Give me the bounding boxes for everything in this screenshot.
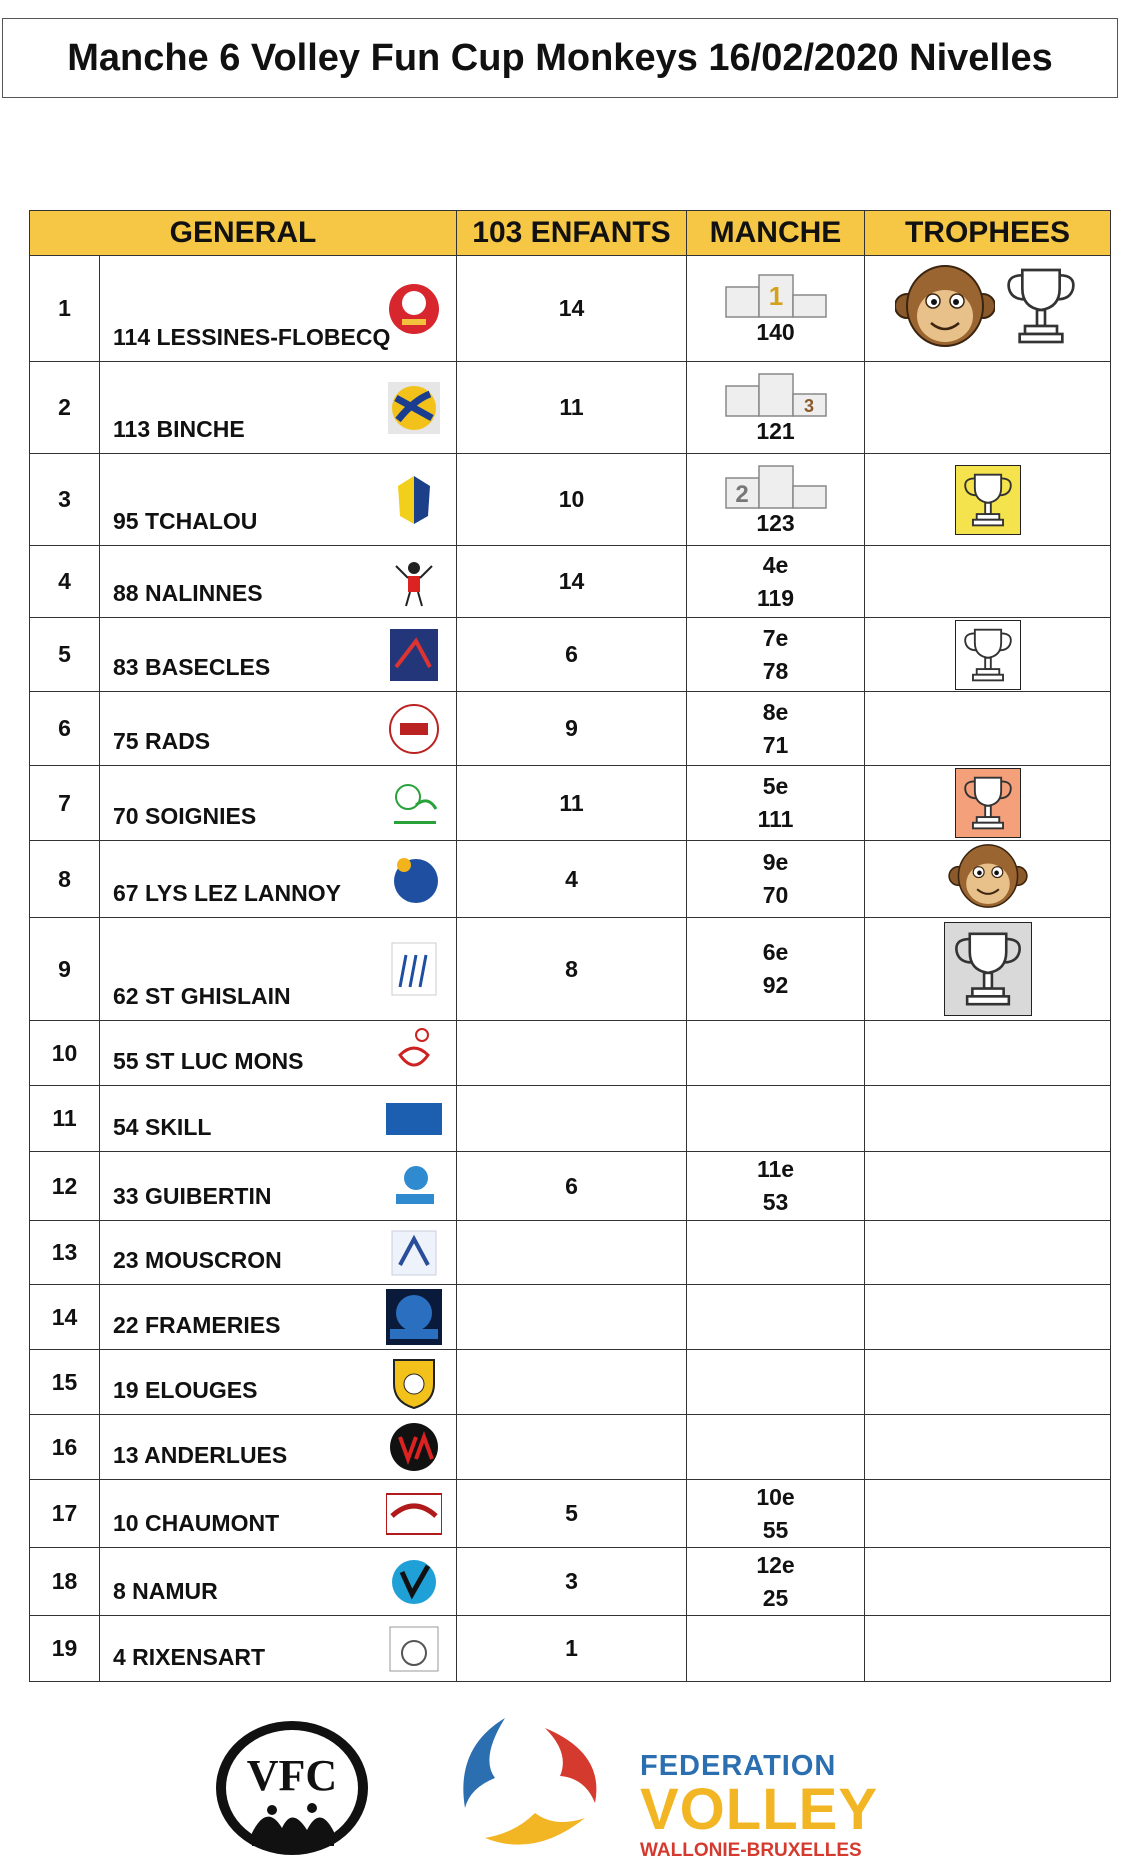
rank-cell: 11 [30, 1086, 100, 1152]
table-row [30, 1415, 1111, 1480]
table-row [30, 766, 1111, 841]
team-cell [100, 1221, 457, 1285]
trophy-cell [865, 918, 1111, 1021]
manche-points: 55 [762, 1516, 789, 1543]
team-cell [100, 1285, 457, 1350]
trophy-cell [865, 1415, 1111, 1480]
team-logo-icon [386, 941, 442, 997]
table-row [30, 362, 1111, 454]
table-row [30, 841, 1111, 918]
table-row [30, 1221, 1111, 1285]
svg-text:2: 2 [734, 480, 749, 508]
table-row [30, 1021, 1111, 1086]
rank-cell: 13 [30, 1221, 100, 1285]
table-row [30, 692, 1111, 766]
enfants-cell: 14 [457, 546, 687, 618]
trophy-cell [865, 1350, 1111, 1415]
team-cell [100, 1350, 457, 1415]
table-row [30, 618, 1111, 692]
team-logo-icon [386, 472, 442, 528]
manche-cell [687, 766, 865, 841]
team-name: 70 SOIGNIES [113, 803, 257, 829]
manche-place: 12e [756, 1551, 795, 1578]
team-name: 55 ST LUC MONS [113, 1048, 304, 1074]
team-name: 62 ST GHISLAIN [113, 983, 291, 1009]
team-logo-icon [386, 1354, 442, 1410]
gold-trophy-icon [955, 485, 1021, 511]
table-row [30, 1086, 1111, 1152]
team-cell [100, 1415, 457, 1480]
vfc-logo-text: VFC [246, 1751, 338, 1800]
team-logo-icon [386, 775, 442, 831]
trophy-cell [865, 1616, 1111, 1682]
manche-points: 70 [762, 882, 789, 908]
manche-points: 123 [756, 509, 795, 536]
manche-cell [687, 1480, 865, 1548]
federation-swirl-logo [445, 1708, 615, 1858]
team-cell [100, 362, 457, 454]
team-logo-icon [386, 1225, 442, 1281]
rank-cell: 6 [30, 692, 100, 766]
enfants-cell: 5 [457, 1480, 687, 1548]
manche-points: 92 [762, 972, 789, 998]
manche-points: 78 [762, 657, 789, 684]
enfants-cell: 9 [457, 692, 687, 766]
header-trophees: TROPHEES [865, 211, 1111, 256]
table-row [30, 454, 1111, 546]
team-name: 67 LYS LEZ LANNOY [113, 880, 341, 906]
federation-line-2: VOLLEY [640, 1777, 879, 1842]
enfants-cell: 8 [457, 918, 687, 1021]
podium-icon [687, 464, 864, 510]
team-cell [100, 841, 457, 918]
team-name: 114 LESSINES-FLOBECQ [113, 324, 391, 350]
team-logo-icon [386, 1091, 442, 1147]
trophy-cell [865, 1086, 1111, 1152]
rank-cell: 16 [30, 1415, 100, 1480]
manche-cell [687, 1086, 865, 1152]
silver-trophy-icon [944, 954, 1032, 980]
table-row [30, 1350, 1111, 1415]
trophy-cell [865, 1021, 1111, 1086]
manche-points: 121 [756, 417, 795, 444]
manche-place: 10e [756, 1483, 795, 1510]
enfants-cell [457, 1086, 687, 1152]
trophy-cell [865, 1285, 1111, 1350]
team-name: 8 NAMUR [113, 1578, 218, 1604]
svg-text:3: 3 [803, 395, 814, 416]
enfants-cell [457, 1415, 687, 1480]
team-name: 10 CHAUMONT [113, 1510, 280, 1536]
team-cell [100, 1616, 457, 1682]
manche-cell [687, 454, 865, 546]
team-logo-icon [386, 851, 442, 907]
rank-cell: 2 [30, 362, 100, 454]
team-cell [100, 454, 457, 546]
team-cell [100, 692, 457, 766]
manche-place: 4e [762, 551, 789, 578]
team-name: 4 RIXENSART [113, 1644, 266, 1670]
manche-cell [687, 1548, 865, 1616]
team-cell [100, 256, 457, 362]
manche-cell [687, 256, 865, 362]
team-name: 22 FRAMERIES [113, 1312, 281, 1338]
team-logo-icon [386, 1025, 442, 1081]
team-logo-icon [386, 1486, 442, 1542]
podium-icon [687, 372, 864, 418]
enfants-cell [457, 1285, 687, 1350]
rank-cell: 12 [30, 1152, 100, 1221]
team-logo-icon [386, 1621, 442, 1677]
team-name: 83 BASECLES [113, 654, 271, 680]
table-row [30, 256, 1111, 362]
page-title: Manche 6 Volley Fun Cup Monkeys 16/02/2020 Nivelles [2, 18, 1118, 98]
trophy-cell [865, 1548, 1111, 1616]
podium-icon [687, 273, 864, 319]
team-logo-icon [386, 554, 442, 610]
header-general: GENERAL [30, 211, 457, 256]
team-cell [100, 1548, 457, 1616]
manche-points: 25 [762, 1584, 789, 1611]
enfants-cell: 1 [457, 1616, 687, 1682]
table-row [30, 1285, 1111, 1350]
manche-cell [687, 841, 865, 918]
team-cell [100, 1021, 457, 1086]
team-logo-icon [386, 1419, 442, 1475]
rank-cell: 15 [30, 1350, 100, 1415]
team-logo-icon [386, 1158, 442, 1214]
manche-place: 5e [762, 773, 789, 799]
manche-cell [687, 1616, 865, 1682]
rank-cell: 8 [30, 841, 100, 918]
manche-cell [687, 692, 865, 766]
manche-place: 8e [762, 698, 789, 725]
team-cell [100, 1480, 457, 1548]
trophy-cell [865, 256, 1111, 362]
table-row [30, 918, 1111, 1021]
header-row [30, 211, 1111, 256]
team-cell [100, 766, 457, 841]
table-row [30, 1480, 1111, 1548]
team-logo-icon [386, 701, 442, 757]
team-logo-icon [386, 627, 442, 683]
header-enfants: 103 ENFANTS [457, 211, 687, 256]
team-logo-icon [386, 1554, 442, 1610]
manche-cell [687, 1221, 865, 1285]
svg-text:1: 1 [768, 280, 783, 311]
manche-place: 9e [762, 849, 789, 875]
enfants-cell: 6 [457, 1152, 687, 1221]
trophy-cell [865, 766, 1111, 841]
rank-cell: 19 [30, 1616, 100, 1682]
monkey-icon [948, 890, 1028, 916]
manche-cell [687, 1350, 865, 1415]
enfants-cell: 4 [457, 841, 687, 918]
team-cell [100, 546, 457, 618]
manche-cell [687, 362, 865, 454]
enfants-cell: 6 [457, 618, 687, 692]
rank-cell: 17 [30, 1480, 100, 1548]
rank-cell: 5 [30, 618, 100, 692]
manche-cell [687, 1285, 865, 1350]
rank-cell: 1 [30, 256, 100, 362]
rank-cell: 9 [30, 918, 100, 1021]
enfants-cell: 10 [457, 454, 687, 546]
manche-points: 119 [756, 584, 795, 611]
rank-cell: 14 [30, 1285, 100, 1350]
manche-points: 71 [762, 731, 789, 758]
white-trophy-icon [955, 640, 1021, 666]
manche-points: 111 [757, 806, 794, 832]
enfants-cell [457, 1350, 687, 1415]
manche-cell [687, 618, 865, 692]
team-name: 13 ANDERLUES [113, 1442, 288, 1468]
table-row [30, 1152, 1111, 1221]
enfants-cell: 14 [457, 256, 687, 362]
manche-place: 7e [762, 624, 789, 651]
team-logo-icon [386, 1289, 442, 1345]
vfc-logo [212, 1718, 372, 1858]
manche-place: 11e [756, 1156, 795, 1182]
enfants-cell [457, 1021, 687, 1086]
manche-place: 6e [762, 939, 789, 965]
table-row [30, 1616, 1111, 1682]
header-manche: MANCHE [687, 211, 865, 256]
team-name: 113 BINCHE [113, 416, 245, 442]
manche-points: 53 [762, 1189, 789, 1215]
trophy-cell [865, 841, 1111, 918]
trophy-cell [865, 546, 1111, 618]
rank-cell: 18 [30, 1548, 100, 1616]
standings-table [29, 210, 1111, 1682]
trophy-cell [865, 1152, 1111, 1221]
trophy-cell [865, 618, 1111, 692]
manche-cell [687, 1152, 865, 1221]
enfants-cell: 3 [457, 1548, 687, 1616]
team-name: 75 RADS [113, 728, 211, 754]
manche-cell [687, 1415, 865, 1480]
enfants-cell [457, 1221, 687, 1285]
team-name: 95 TCHALOU [113, 508, 258, 534]
table-row [30, 546, 1111, 618]
table-row [30, 1548, 1111, 1616]
trophy-cell [865, 692, 1111, 766]
team-logo-icon [386, 281, 442, 337]
team-name: 88 NALINNES [113, 580, 263, 606]
bronze-trophy-icon [955, 788, 1021, 814]
manche-cell [687, 918, 865, 1021]
team-name: 19 ELOUGES [113, 1377, 258, 1403]
team-logo-icon [386, 380, 442, 436]
manche-points: 140 [756, 318, 795, 345]
team-cell [100, 918, 457, 1021]
rank-cell: 10 [30, 1021, 100, 1086]
team-cell [100, 1086, 457, 1152]
rank-cell: 3 [30, 454, 100, 546]
team-name: 33 GUIBERTIN [113, 1183, 272, 1209]
trophy-cell [865, 1480, 1111, 1548]
monkey-trophy-icon [895, 261, 1081, 351]
team-name: 23 MOUSCRON [113, 1247, 282, 1273]
team-cell [100, 1152, 457, 1221]
manche-cell [687, 546, 865, 618]
rank-cell: 7 [30, 766, 100, 841]
team-name: 54 SKILL [113, 1114, 212, 1140]
federation-wordmark [640, 1752, 878, 1860]
federation-line-3: WALLONIE-BRUXELLES [640, 1840, 862, 1861]
team-cell [100, 618, 457, 692]
enfants-cell: 11 [457, 766, 687, 841]
manche-cell [687, 1021, 865, 1086]
trophy-cell [865, 362, 1111, 454]
trophy-cell [865, 1221, 1111, 1285]
federation-line-1: FEDERATION [640, 1750, 837, 1782]
rank-cell: 4 [30, 546, 100, 618]
trophy-cell [865, 454, 1111, 546]
enfants-cell: 11 [457, 362, 687, 454]
